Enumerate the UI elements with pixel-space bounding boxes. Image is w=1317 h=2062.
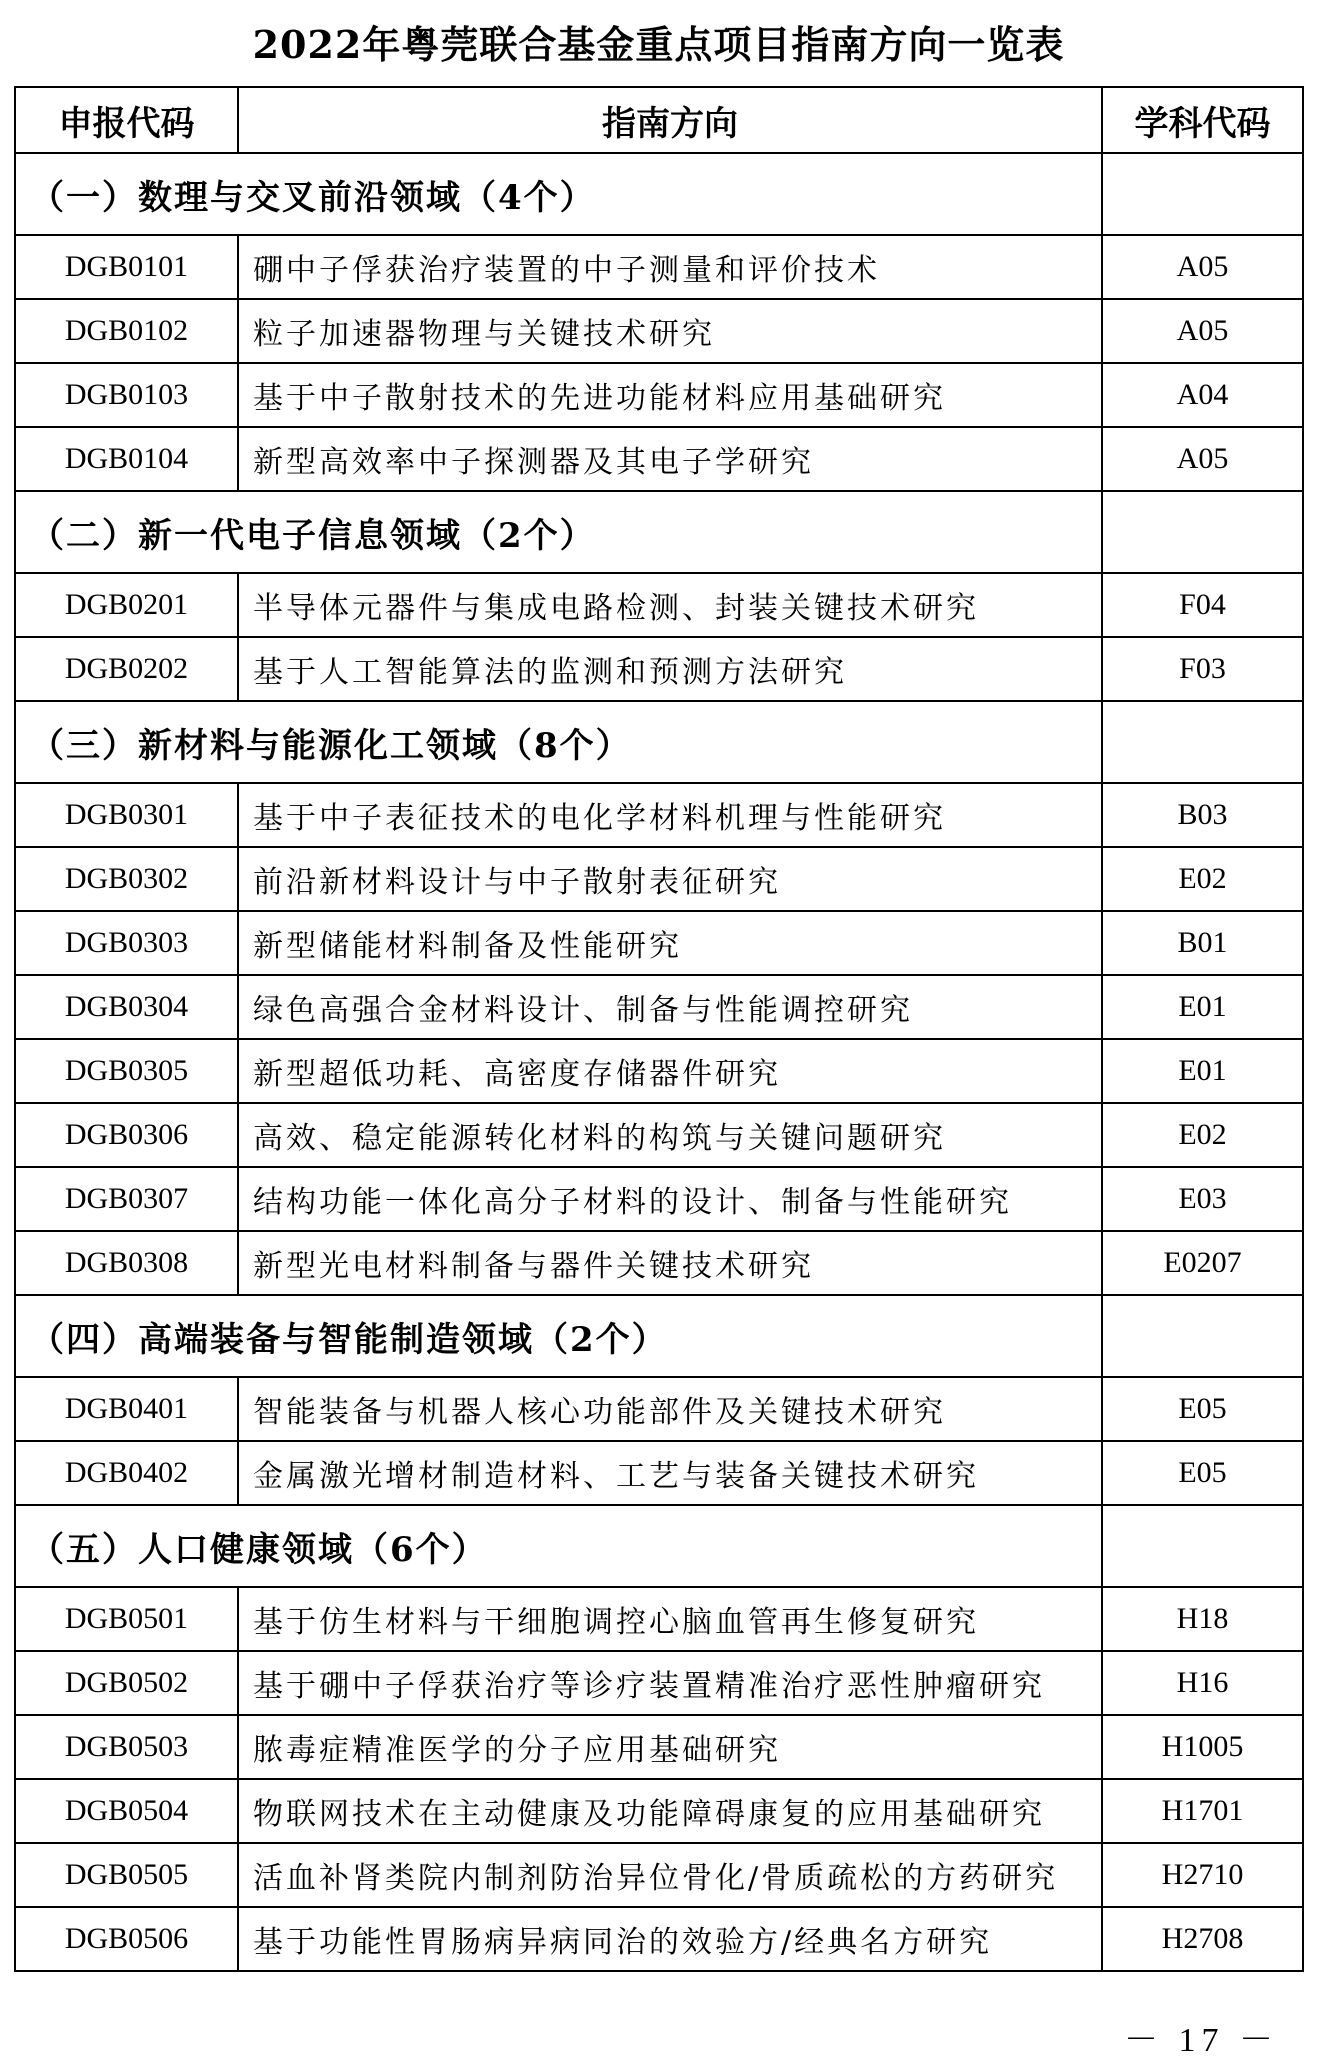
table-row xyxy=(15,363,1303,427)
table-row xyxy=(15,1103,1303,1167)
direction-cell: 活血补肾类院内制剂防治异位骨化/骨质疏松的方药研究 xyxy=(238,1843,1102,1907)
code-cell: DGB0307 xyxy=(15,1167,238,1231)
direction-cell: 硼中子俘获治疗装置的中子测量和评价技术 xyxy=(238,235,1102,299)
subject-cell: A05 xyxy=(1102,427,1303,491)
code-cell: DGB0104 xyxy=(15,427,238,491)
table-row xyxy=(15,427,1303,491)
subject-cell: E0207 xyxy=(1102,1231,1303,1295)
subject-cell: E05 xyxy=(1102,1377,1303,1441)
code-cell: DGB0401 xyxy=(15,1377,238,1441)
code-cell: DGB0506 xyxy=(15,1907,238,1971)
table-row xyxy=(15,1377,1303,1441)
section-empty-cell xyxy=(1102,491,1303,573)
subject-cell: E03 xyxy=(1102,1167,1303,1231)
section-empty-cell xyxy=(1102,1295,1303,1377)
section-title: （二）新一代电子信息领域（2个） xyxy=(15,491,1102,573)
section-title: （三）新材料与能源化工领域（8个） xyxy=(15,701,1102,783)
direction-cell: 智能装备与机器人核心功能部件及关键技术研究 xyxy=(238,1377,1102,1441)
direction-cell: 金属激光增材制造材料、工艺与装备关键技术研究 xyxy=(238,1441,1102,1505)
direction-cell: 新型储能材料制备及性能研究 xyxy=(238,911,1102,975)
code-cell: DGB0202 xyxy=(15,637,238,701)
code-cell: DGB0304 xyxy=(15,975,238,1039)
direction-cell: 基于仿生材料与干细胞调控心脑血管再生修复研究 xyxy=(238,1587,1102,1651)
table-row xyxy=(15,1039,1303,1103)
direction-cell: 基于功能性胃肠病异病同治的效验方/经典名方研究 xyxy=(238,1907,1102,1971)
code-cell: DGB0501 xyxy=(15,1587,238,1651)
section-title: （四）高端装备与智能制造领域（2个） xyxy=(15,1295,1102,1377)
table-row xyxy=(15,1715,1303,1779)
code-cell: DGB0103 xyxy=(15,363,238,427)
code-cell: DGB0308 xyxy=(15,1231,238,1295)
table-row xyxy=(15,235,1303,299)
code-cell: DGB0505 xyxy=(15,1843,238,1907)
direction-cell: 粒子加速器物理与关键技术研究 xyxy=(238,299,1102,363)
direction-cell: 基于中子散射技术的先进功能材料应用基础研究 xyxy=(238,363,1102,427)
subject-cell: B01 xyxy=(1102,911,1303,975)
table-row xyxy=(15,847,1303,911)
subject-cell: A04 xyxy=(1102,363,1303,427)
code-cell: DGB0402 xyxy=(15,1441,238,1505)
section-row xyxy=(15,491,1303,573)
direction-cell: 新型光电材料制备与器件关键技术研究 xyxy=(238,1231,1102,1295)
table-row xyxy=(15,1843,1303,1907)
code-cell: DGB0101 xyxy=(15,235,238,299)
code-cell: DGB0503 xyxy=(15,1715,238,1779)
section-title: （五）人口健康领域（6个） xyxy=(15,1505,1102,1587)
subject-cell: H1005 xyxy=(1102,1715,1303,1779)
section-row xyxy=(15,1295,1303,1377)
table-row xyxy=(15,299,1303,363)
subject-cell: A05 xyxy=(1102,299,1303,363)
code-cell: DGB0305 xyxy=(15,1039,238,1103)
section-empty-cell xyxy=(1102,1505,1303,1587)
table-header-row xyxy=(15,87,1303,153)
section-row xyxy=(15,1505,1303,1587)
subject-cell: F03 xyxy=(1102,637,1303,701)
direction-cell: 结构功能一体化高分子材料的设计、制备与性能研究 xyxy=(238,1167,1102,1231)
code-cell: DGB0306 xyxy=(15,1103,238,1167)
subject-cell: H16 xyxy=(1102,1651,1303,1715)
subject-cell: B03 xyxy=(1102,783,1303,847)
table-row xyxy=(15,1779,1303,1843)
subject-cell: H2710 xyxy=(1102,1843,1303,1907)
direction-cell: 脓毒症精准医学的分子应用基础研究 xyxy=(238,1715,1102,1779)
subject-cell: E02 xyxy=(1102,1103,1303,1167)
table-row xyxy=(15,1651,1303,1715)
subject-cell: E02 xyxy=(1102,847,1303,911)
header-subject: 学科代码 xyxy=(1102,87,1303,153)
direction-cell: 新型超低功耗、高密度存储器件研究 xyxy=(238,1039,1102,1103)
table-row xyxy=(15,783,1303,847)
code-cell: DGB0201 xyxy=(15,573,238,637)
table-row xyxy=(15,1587,1303,1651)
table-row xyxy=(15,911,1303,975)
subject-cell: H18 xyxy=(1102,1587,1303,1651)
table-row xyxy=(15,1231,1303,1295)
section-title: （一）数理与交叉前沿领域（4个） xyxy=(15,153,1102,235)
direction-cell: 半导体元器件与集成电路检测、封装关键技术研究 xyxy=(238,573,1102,637)
table-body xyxy=(15,153,1303,1971)
direction-cell: 基于人工智能算法的监测和预测方法研究 xyxy=(238,637,1102,701)
guide-table xyxy=(14,86,1304,1972)
page-number: － 17 － xyxy=(1124,2022,1279,2059)
code-cell: DGB0302 xyxy=(15,847,238,911)
table-row xyxy=(15,1907,1303,1971)
subject-cell: H2708 xyxy=(1102,1907,1303,1971)
direction-cell: 绿色高强合金材料设计、制备与性能调控研究 xyxy=(238,975,1102,1039)
table-row xyxy=(15,573,1303,637)
section-empty-cell xyxy=(1102,701,1303,783)
header-code: 申报代码 xyxy=(15,87,238,153)
code-cell: DGB0502 xyxy=(15,1651,238,1715)
code-cell: DGB0303 xyxy=(15,911,238,975)
subject-cell: A05 xyxy=(1102,235,1303,299)
direction-cell: 新型高效率中子探测器及其电子学研究 xyxy=(238,427,1102,491)
section-row xyxy=(15,153,1303,235)
code-cell: DGB0102 xyxy=(15,299,238,363)
direction-cell: 物联网技术在主动健康及功能障碍康复的应用基础研究 xyxy=(238,1779,1102,1843)
document-title: 2022年粤莞联合基金重点项目指南方向一览表 xyxy=(252,22,1065,67)
section-empty-cell xyxy=(1102,153,1303,235)
subject-cell: E01 xyxy=(1102,975,1303,1039)
code-cell: DGB0301 xyxy=(15,783,238,847)
subject-cell: E05 xyxy=(1102,1441,1303,1505)
subject-cell: E01 xyxy=(1102,1039,1303,1103)
subject-cell: F04 xyxy=(1102,573,1303,637)
table-row xyxy=(15,637,1303,701)
subject-cell: H1701 xyxy=(1102,1779,1303,1843)
direction-cell: 基于中子表征技术的电化学材料机理与性能研究 xyxy=(238,783,1102,847)
section-row xyxy=(15,701,1303,783)
direction-cell: 基于硼中子俘获治疗等诊疗装置精准治疗恶性肿瘤研究 xyxy=(238,1651,1102,1715)
table-row xyxy=(15,975,1303,1039)
direction-cell: 前沿新材料设计与中子散射表征研究 xyxy=(238,847,1102,911)
table-row xyxy=(15,1441,1303,1505)
direction-cell: 高效、稳定能源转化材料的构筑与关键问题研究 xyxy=(238,1103,1102,1167)
code-cell: DGB0504 xyxy=(15,1779,238,1843)
table-row xyxy=(15,1167,1303,1231)
header-direction: 指南方向 xyxy=(238,87,1102,153)
